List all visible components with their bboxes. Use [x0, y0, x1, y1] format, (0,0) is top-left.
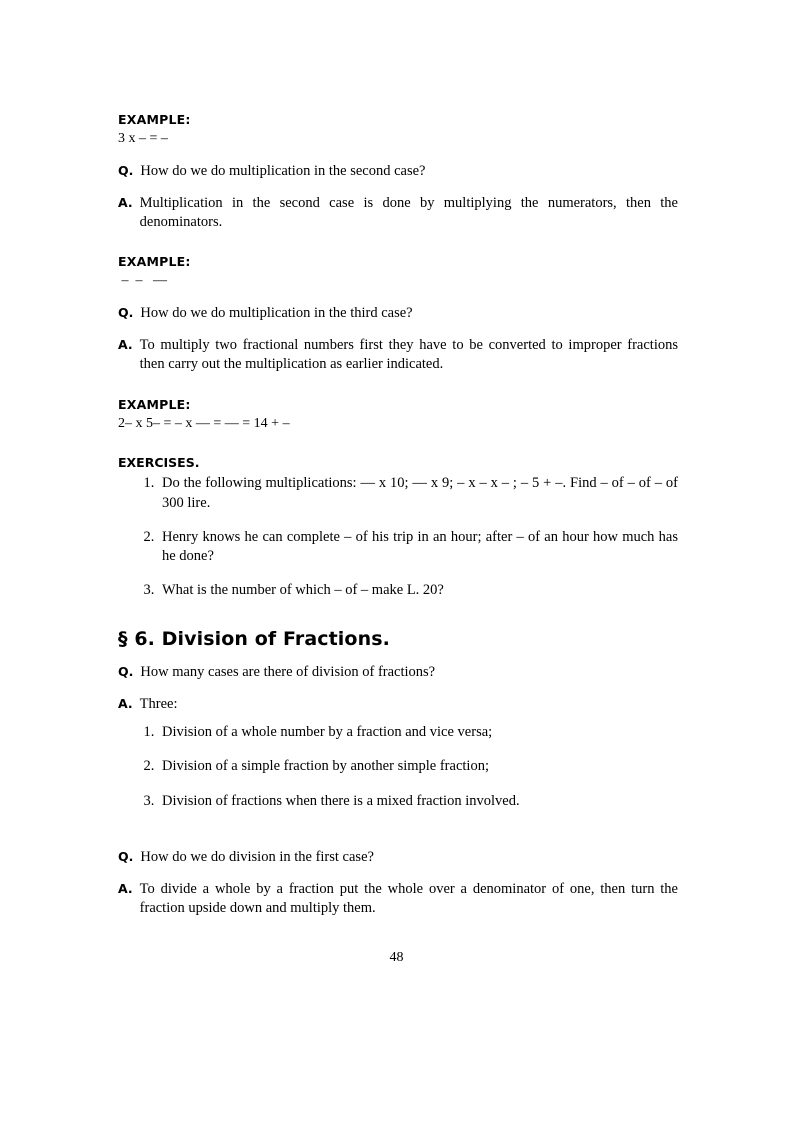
- answer-text: To divide a whole by a fraction put the whole over a denominator of one, then turn the fraction upside down and multiply them.: [139, 880, 678, 916]
- answer-4: [118, 880, 678, 918]
- example-heading-3: EXAMPLE:: [118, 396, 191, 412]
- question-tag: Q.: [118, 162, 134, 178]
- example-math-1: 3 x – = –: [118, 131, 168, 146]
- spacer: [118, 375, 678, 397]
- answer-text: To multiply two fractional numbers first they have to be converted to improper fractions then carry out the multiplication as earlier indicated.: [139, 337, 678, 373]
- question-text: How do we do multiplication in the second case?: [140, 162, 426, 179]
- question-4: [118, 848, 678, 867]
- answer-2: [118, 336, 678, 374]
- question-text: How do we do multiplication in the third case?: [140, 305, 413, 322]
- answer-3: [118, 695, 678, 714]
- exercises-block: [118, 455, 678, 600]
- answer-tag: A.: [118, 880, 133, 896]
- answer-1: [118, 194, 678, 232]
- list-item: 1. Do the following multiplications: — x 10; — x 9; – x – x – ; – 5 + –. Find – of – of – of 300 lire.: [158, 474, 678, 512]
- list-item: 1. Division of a whole number by a fraction and vice versa;: [158, 723, 678, 742]
- spacer: [118, 826, 678, 835]
- section-title: § 6. Division of Fractions.: [118, 628, 390, 651]
- question-text: How many cases are there of division of fractions?: [140, 664, 436, 681]
- example-heading-1: EXAMPLE:: [118, 112, 191, 127]
- question-tag: Q.: [118, 848, 134, 864]
- cases-list: [118, 723, 678, 810]
- list-item: 3. Division of fractions when there is a mixed fraction involved.: [158, 792, 678, 811]
- example-math-3: 2– x 5– = – x — = — = 14 + –: [118, 415, 290, 431]
- question-tag: Q.: [118, 305, 134, 321]
- example-block-2: [118, 254, 678, 291]
- list-item: 2. Henry knows he can complete – of his trip in an hour; after – of an hour how much has he done?: [158, 528, 678, 566]
- exercises-heading: EXERCISES.: [118, 455, 200, 471]
- answer-tag: A.: [118, 337, 133, 353]
- question-tag: Q.: [118, 664, 134, 680]
- spacer: [118, 433, 678, 455]
- example-heading-2: EXAMPLE:: [118, 254, 191, 270]
- question-2: [118, 304, 678, 323]
- page-number: 48: [389, 950, 404, 965]
- answer-tag: A.: [118, 195, 133, 211]
- question-1: [118, 162, 678, 181]
- question-text: How do we do division in the first case?: [140, 848, 374, 865]
- example-block-3: [118, 397, 678, 434]
- example-math-2: – – —: [118, 273, 167, 289]
- exercises-list: [118, 474, 678, 600]
- list-item: 3. What is the number of which – of – make L. 20?: [158, 581, 678, 600]
- page-content: [118, 112, 678, 918]
- spacer: [118, 714, 678, 723]
- example-block-1: [118, 112, 678, 149]
- question-3: [118, 663, 678, 682]
- answer-text: Multiplication in the second case is done by multiplying the numerators, then the denominators.: [139, 195, 678, 231]
- list-item: 2. Division of a simple fraction by another simple fraction;: [158, 757, 678, 776]
- answer-tag: A.: [118, 696, 133, 712]
- answer-text: Three:: [139, 696, 178, 713]
- spacer: [118, 232, 678, 254]
